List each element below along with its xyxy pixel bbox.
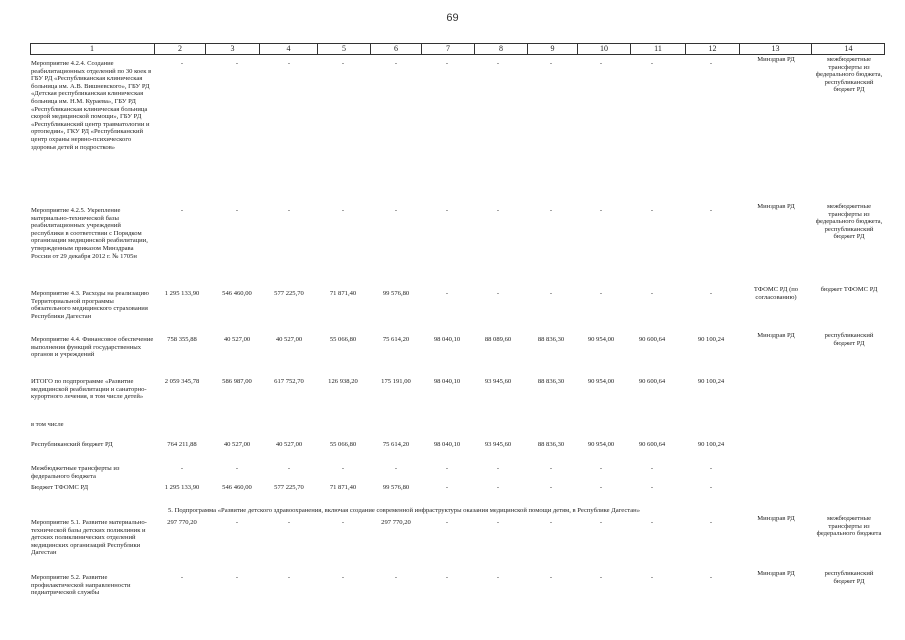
rows-funding-source: межбюджетные трансферты из федерального бюджета, республиканский бюджет РД — [815, 56, 883, 94]
rows-value-col-2: 758 355,88 — [167, 336, 197, 343]
rows2-value-col-9: - — [549, 574, 553, 581]
rows2-value-col-10: - — [599, 574, 603, 581]
rows-value-col-8: 93 945,60 — [484, 378, 512, 385]
rows-value-col-8: - — [496, 207, 500, 214]
rows-value-col-5: 71 871,40 — [329, 484, 357, 491]
rows-value-col-4: 40 527,00 — [275, 336, 303, 343]
rows-value-col-11: - — [650, 484, 654, 491]
rows-value-col-6: 175 191,00 — [381, 378, 411, 385]
rows-name: Мероприятие 4.2.5. Укрепление материально-технической базы реабилитационных учреждений республики в соответствии с Порядком организации медицинской реабилитации, утвержденным приказом Минздрава России от 29 декабря 2012 г. № 1705н — [31, 207, 148, 260]
rows-value-col-5: - — [341, 60, 345, 67]
rows-value-col-5: - — [341, 465, 345, 472]
rows-value-col-11: - — [650, 207, 654, 214]
rows-value-col-11: - — [650, 60, 654, 67]
rows-value-col-2: 764 211,88 — [167, 441, 197, 448]
rows-value-col-7: 98 040,10 — [433, 378, 461, 385]
rows-funding-source: бюджет ТФОМС РД — [820, 286, 878, 293]
rows-value-col-9: - — [549, 207, 553, 214]
page-number: 69 — [446, 12, 459, 24]
rows-value-col-6: 75 614,20 — [382, 441, 410, 448]
rows-value-col-9: - — [549, 465, 553, 472]
rows-value-col-10: 90 954,00 — [587, 441, 615, 448]
rows-value-col-8: 93 945,60 — [484, 441, 512, 448]
rows-value-col-6: - — [394, 60, 398, 67]
rows-value-col-12: - — [709, 290, 713, 297]
rows-value-col-10: - — [599, 60, 603, 67]
rows2-executor: Минздрав РД — [757, 570, 795, 577]
rows-value-col-9: 88 836,30 — [537, 441, 565, 448]
rows-value-col-10: - — [599, 290, 603, 297]
rows-value-col-12: - — [709, 60, 713, 67]
rows-value-col-10: - — [599, 484, 603, 491]
rows2-value-col-2: - — [180, 574, 184, 581]
rows-value-col-7: 98 040,10 — [433, 441, 461, 448]
rows-value-col-3: 586 987,00 — [222, 378, 252, 385]
column-number-13: 13 — [740, 43, 812, 55]
rows-value-col-3: - — [235, 60, 239, 67]
rows-value-col-9: - — [549, 60, 553, 67]
rows-value-col-12: 90 100,24 — [697, 441, 725, 448]
rows-value-col-5: 71 871,40 — [329, 290, 357, 297]
rows-name: Мероприятие 4.2.4. Создание реабилитационных отделений по 30 коек в ГБУ РД «Республиканская клиническая больница им. А.В. Вишневского», ГБУ РД «Детская республиканская клиническая больница им. Н.М. Кураева», ГБУ РД «Республиканская клиническая больница скорой медицинской помощи», ГБУ РД «Республиканский центр травматологии и ортопедии», ГКУ РД «Республиканский центр охраны нервно-психического здоровья детей и подростков» — [31, 60, 152, 151]
rows-value-col-3: 546 460,00 — [222, 290, 252, 297]
rows-value-col-9: 88 836,30 — [537, 336, 565, 343]
rows-value-col-3: 40 527,00 — [223, 336, 251, 343]
rows-value-col-4: 577 225,70 — [274, 290, 304, 297]
rows2-value-col-7: - — [445, 519, 449, 526]
rows-value-col-8: - — [496, 465, 500, 472]
rows-executor: Минздрав РД — [757, 203, 795, 210]
rows-value-col-7: - — [445, 60, 449, 67]
rows-name: Мероприятие 4.3. Расходы на реализацию Территориальной программы обязательного медицинского страхования Республики Дагестан — [31, 290, 149, 320]
rows-value-col-3: 546 460,00 — [222, 484, 252, 491]
rows2-funding-source: республиканский бюджет РД — [824, 570, 874, 585]
rows-executor: Минздрав РД — [757, 56, 795, 63]
rows2-value-col-11: - — [650, 574, 654, 581]
rows-value-col-2: 1 295 133,90 — [164, 290, 200, 297]
rows-value-col-12: - — [709, 207, 713, 214]
rows-value-col-3: - — [235, 207, 239, 214]
rows-value-col-5: - — [341, 207, 345, 214]
rows-value-col-2: 1 295 133,90 — [164, 484, 200, 491]
rows2-value-col-9: - — [549, 519, 553, 526]
column-number-1: 1 — [30, 43, 155, 55]
rows2-executor: Минздрав РД — [757, 515, 795, 522]
rows-name: Бюджет ТФОМС РД — [31, 484, 89, 491]
rows-name: Мероприятие 4.4. Финансовое обеспечение выполнения функций государственных органов и учреждений — [31, 336, 154, 359]
rows2-value-col-2: 297 770,20 — [167, 519, 197, 526]
rows2-value-col-12: - — [709, 519, 713, 526]
column-number-14: 14 — [844, 44, 853, 53]
rows-value-col-4: - — [287, 207, 291, 214]
rows-value-col-2: 2 059 345,78 — [164, 378, 200, 385]
rows2-name: Мероприятие 5.1. Развитие материально-технической базы детских поликлиник и детских поликлинических отделений медицинских организаций Республики Дагестан — [31, 519, 147, 557]
rows-value-col-3: - — [235, 465, 239, 472]
rows-value-col-10: - — [599, 207, 603, 214]
rows-value-col-9: - — [549, 484, 553, 491]
rows-value-col-5: 55 066,80 — [329, 441, 357, 448]
rows-value-col-11: 90 600,64 — [638, 378, 666, 385]
rows-value-col-11: - — [650, 290, 654, 297]
rows-value-col-4: 617 752,70 — [274, 378, 304, 385]
column-number-7: 7 — [422, 43, 475, 55]
rows2-value-col-11: - — [650, 519, 654, 526]
rows2-value-col-3: - — [235, 574, 239, 581]
rows-value-col-8: - — [496, 484, 500, 491]
column-number-9: 9 — [528, 43, 578, 55]
rows-value-col-6: 75 614,20 — [382, 336, 410, 343]
rows-value-col-6: - — [394, 207, 398, 214]
rows-value-col-11: 90 600,64 — [638, 336, 666, 343]
column-number-12: 12 — [686, 43, 740, 55]
column-number-5: 5 — [318, 43, 371, 55]
rows-value-col-5: 55 066,80 — [329, 336, 357, 343]
rows2-value-col-8: - — [496, 574, 500, 581]
rows2-value-col-4: - — [287, 574, 291, 581]
rows-value-col-8: - — [496, 60, 500, 67]
rows-name: Республиканский бюджет РД — [31, 441, 113, 448]
rows-value-col-11: 90 600,64 — [638, 441, 666, 448]
rows2-value-col-8: - — [496, 519, 500, 526]
rows2-value-col-12: - — [709, 574, 713, 581]
rows-value-col-6: 99 576,80 — [382, 290, 410, 297]
rows-value-col-10: 90 954,00 — [587, 378, 615, 385]
rows-value-col-4: 577 225,70 — [274, 484, 304, 491]
column-number-8: 8 — [475, 43, 528, 55]
rows-value-col-3: 40 527,00 — [223, 441, 251, 448]
column-number-11: 11 — [631, 43, 686, 55]
rows-value-col-8: 88 089,60 — [484, 336, 512, 343]
rows-value-col-8: - — [496, 290, 500, 297]
rows-value-col-12: - — [709, 484, 713, 491]
rows2-value-col-5: - — [341, 574, 345, 581]
rows2-value-col-10: - — [599, 519, 603, 526]
rows-value-col-7: - — [445, 465, 449, 472]
rows2-value-col-4: - — [287, 519, 291, 526]
rows-name: в том числе — [31, 421, 64, 428]
rows2-value-col-6: - — [394, 574, 398, 581]
rows-value-col-7: - — [445, 207, 449, 214]
column-number-6: 6 — [371, 43, 422, 55]
rows2-value-col-3: - — [235, 519, 239, 526]
rows-value-col-11: - — [650, 465, 654, 472]
rows-value-col-6: - — [394, 465, 398, 472]
rows-value-col-7: - — [445, 484, 449, 491]
rows-value-col-4: 40 527,00 — [275, 441, 303, 448]
rows-value-col-2: - — [180, 207, 184, 214]
rows-value-col-7: - — [445, 290, 449, 297]
rows-value-col-9: 88 836,30 — [537, 378, 565, 385]
column-number-2: 2 — [155, 43, 206, 55]
rows-name: ИТОГО по подпрограмме «Развитие медицинской реабилитации и санаторно-курортного лечения, в том числе детей» — [31, 378, 147, 401]
rows-value-col-5: 126 938,20 — [328, 378, 358, 385]
column-number-10: 10 — [578, 43, 631, 55]
rows-value-col-10: - — [599, 465, 603, 472]
rows-executor: Минздрав РД — [757, 332, 795, 339]
column-number-3: 3 — [206, 43, 260, 55]
rows-value-col-2: - — [180, 60, 184, 67]
rows-executor: ТФОМС РД (по согласованию) — [753, 286, 799, 301]
rows-value-col-12: 90 100,24 — [697, 378, 725, 385]
rows2-value-col-5: - — [341, 519, 345, 526]
rows-funding-source: республиканский бюджет РД — [824, 332, 874, 347]
rows2-value-col-6: 297 770,20 — [381, 519, 411, 526]
rows-value-col-12: 90 100,24 — [697, 336, 725, 343]
rows-value-col-9: - — [549, 290, 553, 297]
column-number-4: 4 — [260, 43, 318, 55]
rows2-name: Мероприятие 5.2. Развитие профилактической направленности педиатрической службы — [31, 574, 131, 597]
subprogram-title: 5. Подпрограмма «Развитие детского здравоохранения, включая создание современной инфраструктуры оказания медицинской помощи детям, в Республике Дагестан» — [168, 507, 641, 514]
rows-value-col-6: 99 576,80 — [382, 484, 410, 491]
rows-name: Межбюджетные трансферты из федерального бюджета — [31, 465, 120, 480]
rows-funding-source: межбюджетные трансферты из федерального бюджета, республиканский бюджет РД — [815, 203, 883, 241]
rows-value-col-10: 90 954,00 — [587, 336, 615, 343]
rows-value-col-4: - — [287, 465, 291, 472]
rows-value-col-4: - — [287, 60, 291, 67]
rows2-value-col-7: - — [445, 574, 449, 581]
rows-value-col-7: 98 040,10 — [433, 336, 461, 343]
rows2-funding-source: межбюджетные трансферты из федерального бюджета — [816, 515, 882, 538]
rows-value-col-2: - — [180, 465, 184, 472]
rows-value-col-12: - — [709, 465, 713, 472]
